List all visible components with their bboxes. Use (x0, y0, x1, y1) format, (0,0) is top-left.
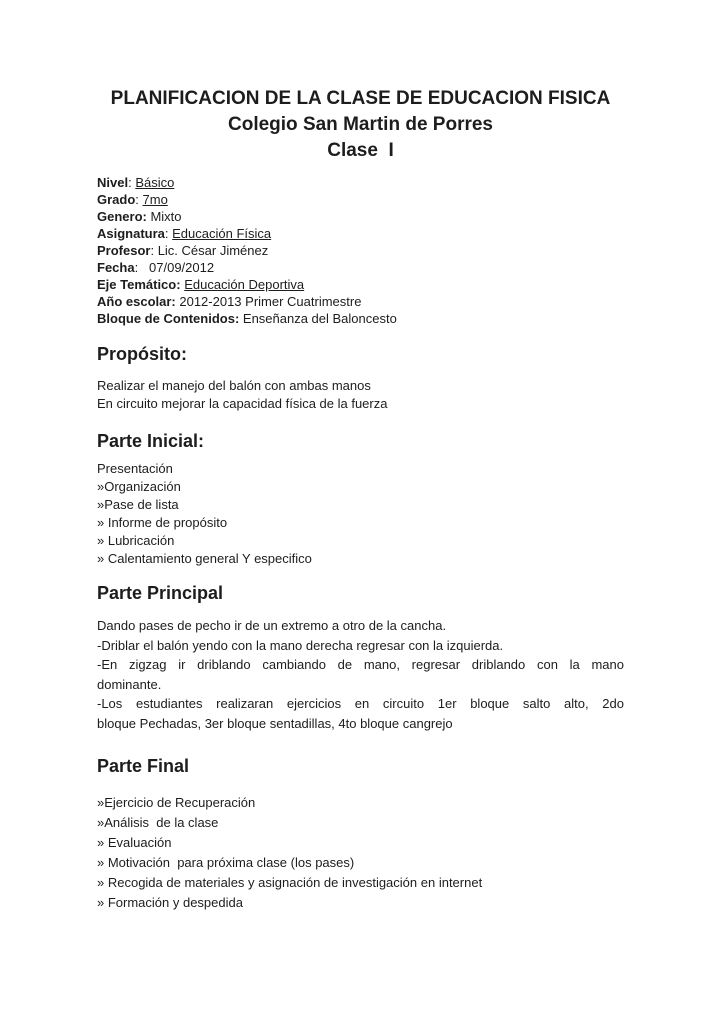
meta-label: Fecha (97, 260, 135, 275)
list-item: » Motivación para próxima clase (los pases) (97, 855, 355, 870)
document-title-block (97, 86, 624, 164)
list-item: » Informe de propósito (97, 515, 228, 530)
meta-row-bloque-contenidos (97, 310, 624, 327)
body-line: En circuito mejorar la capacidad física de la fuerza (97, 395, 388, 411)
section-heading-proposito: Propósito: (97, 344, 187, 364)
meta-text: 2012-2013 Primer Cuatrimestre (175, 294, 362, 309)
meta-label: Año escolar: (97, 294, 176, 309)
parte-inicial-list (97, 460, 624, 568)
list-item: »Pase de lista (97, 497, 179, 512)
body-line: -En zigzag ir driblando cambiando de mano, regresar driblando con la mano (97, 657, 624, 672)
proposito-body (97, 377, 624, 412)
meta-value-underlined: Básico (135, 175, 175, 190)
meta-row-fecha (97, 259, 624, 276)
doc-title-line-1: PLANIFICACION DE LA CLASE DE EDUCACION FISICA (110, 88, 611, 109)
meta-text: : (128, 175, 136, 190)
meta-value-underlined: Educación Deportiva (184, 277, 305, 292)
section-heading-parte-final: Parte Final (97, 756, 190, 776)
meta-row-nivel (97, 174, 624, 191)
meta-row-grado (97, 191, 624, 208)
meta-value-underlined: 7mo (142, 192, 168, 207)
parte-final-list (97, 793, 624, 913)
meta-label: Asignatura (97, 226, 165, 241)
list-item: » Calentamiento general Y especifico (97, 551, 312, 566)
meta-label: Nivel (97, 175, 129, 190)
body-line: Realizar el manejo del balón con ambas manos (97, 378, 371, 393)
doc-title-line-3: Clase I (327, 140, 394, 161)
list-item: »Ejercicio de Recuperación (97, 795, 256, 810)
parte-principal-body (97, 616, 624, 733)
list-item: » Formación y despedida (97, 895, 243, 910)
list-item: »Análisis de la clase (97, 815, 219, 830)
meta-label: Genero: (97, 209, 147, 224)
meta-label: Eje Temático: (97, 277, 181, 292)
meta-row-asignatura (97, 225, 624, 242)
meta-label: Grado (97, 192, 136, 207)
list-item: » Evaluación (97, 835, 172, 850)
meta-text: : 07/09/2012 (134, 260, 215, 275)
meta-text: Enseñanza del Baloncesto (239, 311, 397, 326)
meta-label: Profesor (97, 243, 151, 258)
list-item: Presentación (97, 461, 173, 476)
meta-row-ano-escolar (97, 293, 624, 310)
meta-label: Bloque de Contenidos: (97, 311, 240, 326)
list-item: » Recogida de materiales y asignación de investigación en internet (97, 875, 483, 890)
body-line: -Driblar el balón yendo con la mano derecha regresar con la izquierda. (97, 637, 504, 653)
meta-row-genero (97, 208, 624, 225)
meta-row-eje-tematico (97, 276, 624, 293)
section-heading-parte-inicial: Parte Inicial: (97, 431, 205, 451)
body-line: dominante. (97, 676, 162, 692)
metadata-block (97, 174, 624, 327)
meta-text: Mixto (146, 209, 182, 224)
meta-text: : (164, 226, 173, 241)
meta-value-underlined: Educación Física (172, 226, 272, 241)
meta-text: : Lic. César Jiménez (150, 243, 269, 258)
list-item: »Organización (97, 479, 181, 494)
body-line: -Los estudiantes realizaran ejercicios en circuito 1er bloque salto alto, 2do (97, 696, 624, 711)
meta-row-profesor (97, 242, 624, 259)
section-heading-parte-principal: Parte Principal (97, 583, 224, 603)
doc-title-line-2: Colegio San Martin de Porres (228, 114, 493, 135)
body-line: Dando pases de pecho ir de un extremo a otro de la cancha. (97, 618, 447, 633)
meta-text: : (135, 192, 143, 207)
list-item: » Lubricación (97, 533, 175, 548)
body-line: bloque Pechadas, 3er bloque sentadillas, 4to bloque cangrejo (97, 715, 453, 731)
